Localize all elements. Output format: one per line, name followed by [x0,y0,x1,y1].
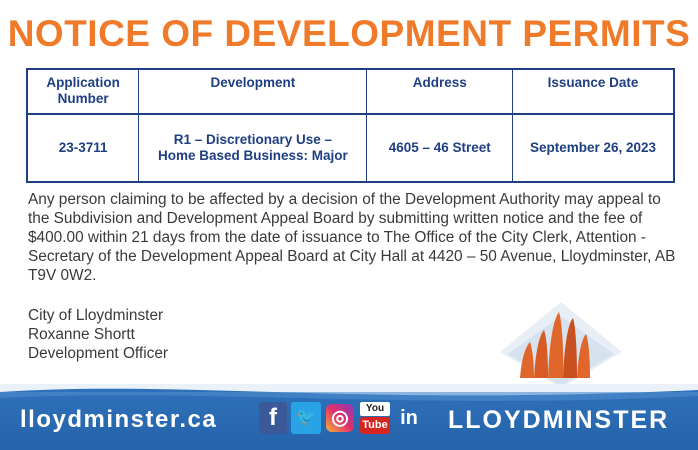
lloydminster-logo-icon [500,282,622,388]
instagram-glyph: ◎ [331,407,349,429]
appeal-paragraph: Any person claiming to be affected by a decision of the Development Authority may appeal to the Subdivision and Development Appeal Board by submitting written notice and the fee of $400.00 within 21 days from the date of issuance to The Office of the City Clerk, Attention - Secretary of the Development Appeal Board at City Hall at 4420 – 50 Avenue, Lloydminster, AB T9V 0W2. [28,191,676,284]
linkedin-icon[interactable] [396,402,422,434]
header-address: Address [367,69,512,114]
signature-block [28,306,168,363]
signature-name: Roxanne Shortt [28,326,135,343]
cell-development [139,114,367,182]
twitter-glyph: 🐦 [296,409,316,426]
youtube-glyph-top: You [365,403,385,414]
footer-bar [0,384,698,450]
signature-organization: City of Lloydminster [28,307,164,324]
development-line-2: Home Based Business: Major [158,148,348,163]
permits-table [26,68,675,183]
facebook-icon[interactable] [259,402,287,434]
development-line-1: R1 – Discretionary Use – [173,132,333,147]
website-link[interactable]: lloydminster.ca [20,406,218,433]
facebook-glyph: f [269,404,277,431]
cell-issuance-date: September 26, 2023 [512,114,674,182]
brand-wordmark: LLOYDMINSTER [448,406,670,434]
cell-application-number: 23-3711 [27,114,139,182]
table-header-row [27,69,674,114]
table-row [27,114,674,182]
linkedin-glyph: in [400,407,418,429]
youtube-icon[interactable] [360,402,390,434]
notice-title: NOTICE OF DEVELOPMENT PERMITS [7,13,691,54]
cell-address: 4605 – 46 Street [367,114,512,182]
header-application-number: Application Number [27,69,139,114]
signature-title: Development Officer [28,345,169,362]
header-development: Development [139,69,367,114]
twitter-icon[interactable] [291,402,321,434]
instagram-icon[interactable] [326,402,354,434]
youtube-glyph-bottom: Tube [362,419,388,431]
header-issuance-date: Issuance Date [512,69,674,114]
